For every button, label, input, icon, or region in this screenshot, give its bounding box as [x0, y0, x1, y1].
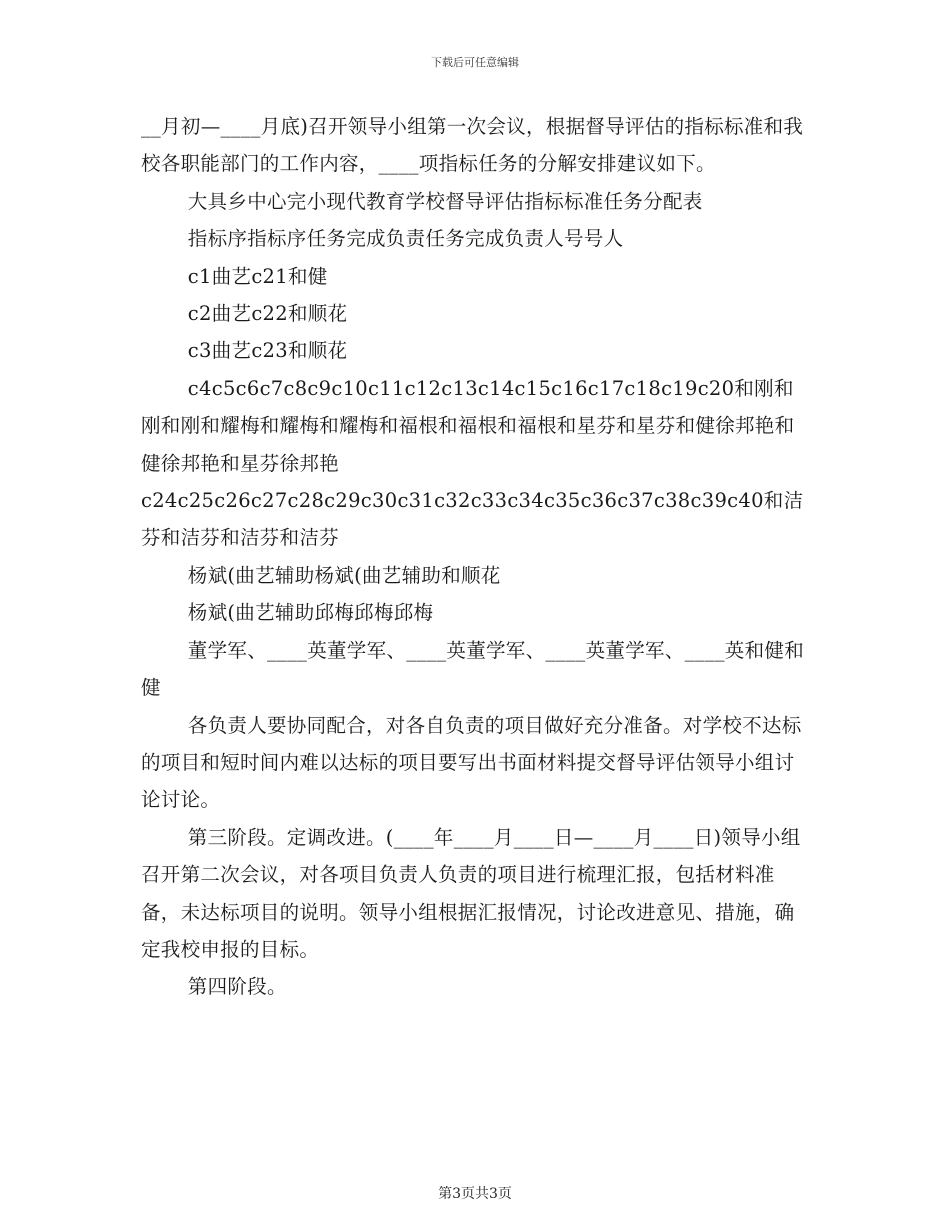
- table-row-leaders: 董学军、____英董学军、____英董学军、____英董学军、____英和健和健: [141, 638, 804, 700]
- table-row-c1: c1曲艺c21和健: [187, 264, 328, 288]
- paragraph-meeting-schedule: __月初—____月底)召开领导小组第一次会议，根据督导评估的指标标准和我校各职能部门的工作内容，____项指标任务的分解安排建议如下。: [141, 115, 804, 176]
- table-row-assist-2: 杨斌(曲艺辅助邱梅邱梅邱梅: [187, 601, 434, 625]
- document-body: [141, 108, 813, 1006]
- table-row-c2: c2曲艺c22和顺花: [187, 302, 348, 326]
- table-row-c3: c3曲艺c23和顺花: [187, 339, 348, 363]
- table-row-assist-1: 杨斌(曲艺辅助杨斌(曲艺辅助和顺花: [187, 563, 501, 587]
- page-header-note: 下载后可任意编辑: [431, 56, 519, 69]
- table-title: 大具乡中心完小现代教育学校督导评估指标标准任务分配表: [187, 189, 703, 213]
- page-number: 第3页共3页: [438, 1186, 512, 1202]
- paragraph-stage-three: 第三阶段。定调改进。(____年____月____日—____月____日)领导小组召开第二次会议，对各项目负责人负责的项目进行梳理汇报，包括材料准备，未达标项目的说明。领导小组根据汇报情况，讨论改进意见、措施，确定我校申报的目标。: [141, 825, 801, 961]
- paragraph-stage-four: 第四阶段。: [187, 975, 287, 999]
- table-row-c4-c20: c4c5c6c7c8c9c10c11c12c13c14c15c16c17c18c19c20和刚和刚和刚和耀梅和耀梅和耀梅和福根和福根和福根和星芬和星芬和健徐邦艳和健徐邦艳和星芬徐邦艳: [141, 376, 795, 475]
- table-row-c24-c40: c24c25c26c27c28c29c30c31c32c33c34c35c36c37c38c39c40和洁芬和洁芬和洁芬和洁芬: [141, 489, 804, 550]
- table-header-row: 指标序指标序任务完成负责任务完成负责人号号人: [187, 227, 624, 251]
- paragraph-responsibility: 各负责人要协同配合，对各自负责的项目做好充分准备。对学校不达标的项目和短时间内难以达标的项目要写出书面材料提交督导评估领导小组讨论讨论。: [141, 713, 802, 812]
